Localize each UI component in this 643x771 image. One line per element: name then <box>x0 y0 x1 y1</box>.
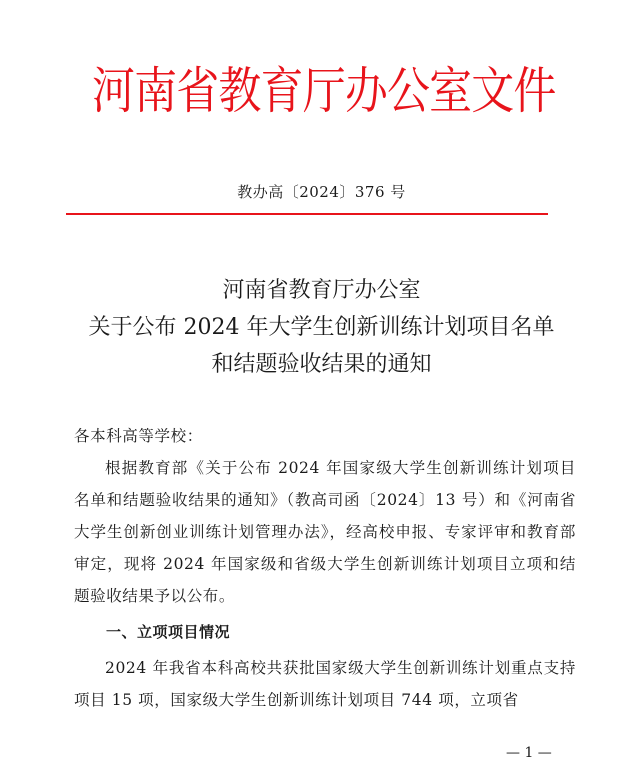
notice-title-line-2: 关于公布 2024 年大学生创新训练计划项目名单 <box>88 315 555 340</box>
red-divider-line <box>66 213 548 215</box>
document-header-title: 河南省教育厅办公室文件 <box>92 62 556 120</box>
notice-title-line-3: 和结题验收结果的通知 <box>211 352 432 377</box>
notice-title <box>0 272 643 383</box>
page-number: — 1 — <box>506 745 552 761</box>
body-paragraph-2: 2024 年我省本科高校共获批国家级大学生创新训练计划重点支持项目 15 项，国家级大学生创新训练计划项目 744 项，立项省 <box>74 659 576 709</box>
notice-title-line-1: 河南省教育厅办公室 <box>222 278 421 303</box>
section-heading-1: 一、立项项目情况 <box>106 623 231 641</box>
document-number: 教办高〔2024〕376 号 <box>237 183 406 201</box>
body-paragraph-1: 根据教育部《关于公布 2024 年国家级大学生创新训练计划项目名单和结题验收结果的通知》（教高司函〔2024〕13 号）和《河南省大学生创新创业训练计划管理办法》，经高校申报、专家评审和教育部审定，现将 2024 年国家级和省级大学生创新训练计划项目立项和结题验收结果予以公布。 <box>74 459 576 605</box>
addressee: 各本科高等学校： <box>74 427 203 445</box>
